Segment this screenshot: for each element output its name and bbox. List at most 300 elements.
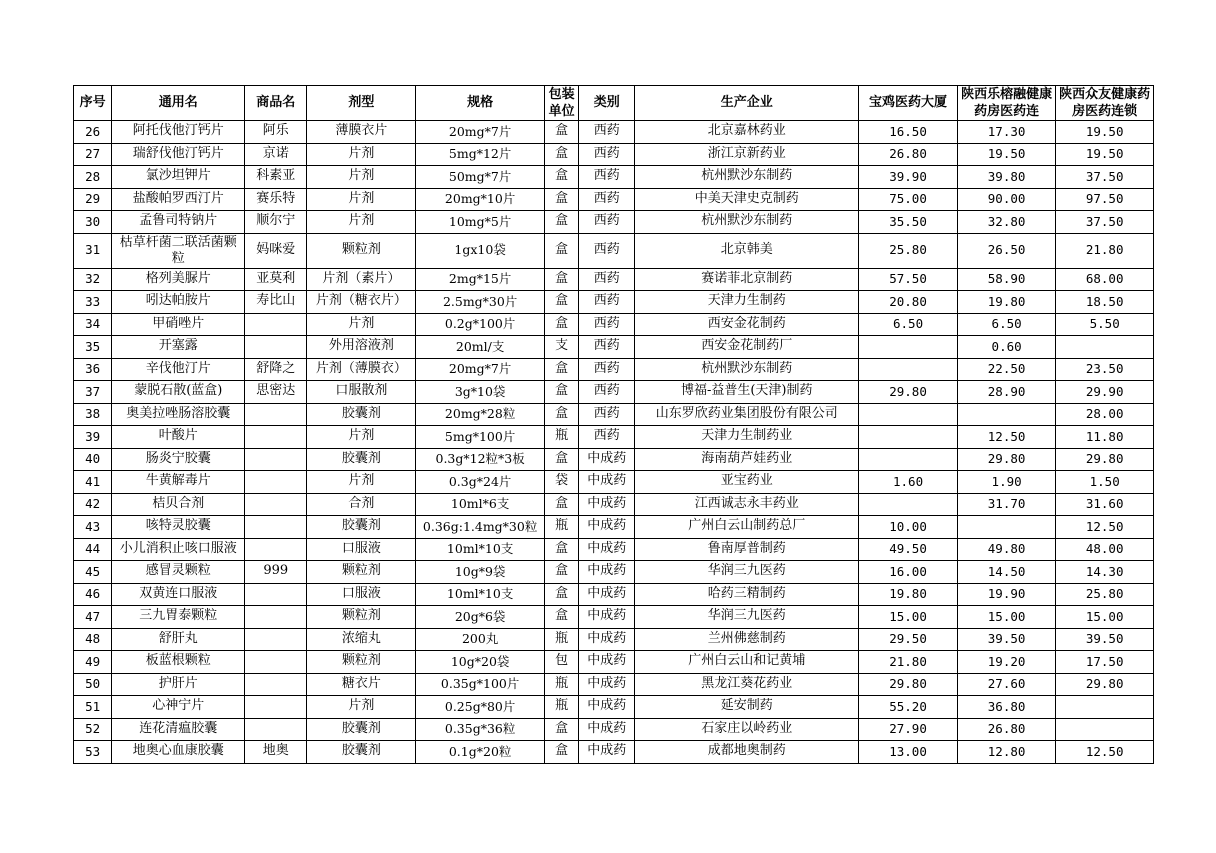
cell-trade-name <box>245 471 307 494</box>
cell-dosage-form: 片剂 <box>307 188 416 211</box>
cell-spec: 10g*9袋 <box>416 561 545 584</box>
cell-trade-name <box>245 628 307 651</box>
cell-spec: 20mg*10片 <box>416 188 545 211</box>
cell-price-store-c: 29.80 <box>1056 673 1154 696</box>
cell-dosage-form: 颗粒剂 <box>307 606 416 629</box>
cell-price-store-a: 10.00 <box>859 516 958 539</box>
cell-package-unit: 盒 <box>544 313 578 336</box>
cell-generic-name: 吲达帕胺片 <box>112 291 245 314</box>
cell-manufacturer: 天津力生制药业 <box>635 426 859 449</box>
cell-category: 西药 <box>579 268 635 291</box>
cell-generic-name: 甲硝唑片 <box>112 313 245 336</box>
cell-price-store-b: 6.50 <box>957 313 1056 336</box>
cell-price-store-a: 1.60 <box>859 471 958 494</box>
cell-package-unit: 盒 <box>544 741 578 764</box>
cell-trade-name <box>245 606 307 629</box>
cell-manufacturer: 江西诚志永丰药业 <box>635 493 859 516</box>
cell-price-store-b: 12.80 <box>957 741 1056 764</box>
cell-no: 34 <box>74 313 112 336</box>
cell-spec: 10ml*10支 <box>416 538 545 561</box>
cell-no: 51 <box>74 696 112 719</box>
cell-no: 32 <box>74 268 112 291</box>
cell-price-store-a <box>859 493 958 516</box>
cell-spec: 5mg*12片 <box>416 143 545 166</box>
cell-trade-name <box>245 651 307 674</box>
cell-price-store-c: 39.50 <box>1056 628 1154 651</box>
cell-category: 西药 <box>579 403 635 426</box>
cell-generic-name: 奥美拉唑肠溶胶囊 <box>112 403 245 426</box>
cell-price-store-b: 19.50 <box>957 143 1056 166</box>
cell-generic-name: 叶酸片 <box>112 426 245 449</box>
cell-price-store-c: 37.50 <box>1056 166 1154 189</box>
cell-category: 西药 <box>579 233 635 268</box>
cell-generic-name: 小儿消积止咳口服液 <box>112 538 245 561</box>
cell-dosage-form: 口服液 <box>307 538 416 561</box>
cell-price-store-a <box>859 336 958 359</box>
cell-price-store-a: 35.50 <box>859 211 958 234</box>
cell-price-store-c: 97.50 <box>1056 188 1154 211</box>
cell-spec: 0.1g*20粒 <box>416 741 545 764</box>
cell-price-store-b: 19.80 <box>957 291 1056 314</box>
cell-spec: 1gx10袋 <box>416 233 545 268</box>
cell-price-store-c: 31.60 <box>1056 493 1154 516</box>
cell-generic-name: 地奥心血康胶囊 <box>112 741 245 764</box>
cell-generic-name: 感冒灵颗粒 <box>112 561 245 584</box>
cell-manufacturer: 石家庄以岭药业 <box>635 718 859 741</box>
cell-price-store-c: 48.00 <box>1056 538 1154 561</box>
cell-no: 33 <box>74 291 112 314</box>
cell-price-store-c: 68.00 <box>1056 268 1154 291</box>
table-row <box>74 268 1154 291</box>
table-row <box>74 426 1154 449</box>
table-row <box>74 651 1154 674</box>
cell-dosage-form: 胶囊剂 <box>307 403 416 426</box>
cell-category: 西药 <box>579 143 635 166</box>
cell-generic-name: 咳特灵胶囊 <box>112 516 245 539</box>
cell-spec: 0.3g*12粒*3板 <box>416 448 545 471</box>
cell-price-store-c: 18.50 <box>1056 291 1154 314</box>
cell-manufacturer: 广州白云山和记黄埔 <box>635 651 859 674</box>
cell-manufacturer: 山东罗欣药业集团股份有限公司 <box>635 403 859 426</box>
cell-manufacturer: 华润三九医药 <box>635 561 859 584</box>
table-row <box>74 403 1154 426</box>
cell-no: 52 <box>74 718 112 741</box>
table-row <box>74 516 1154 539</box>
table-row <box>74 471 1154 494</box>
cell-price-store-b: 26.50 <box>957 233 1056 268</box>
cell-generic-name: 板蓝根颗粒 <box>112 651 245 674</box>
cell-no: 28 <box>74 166 112 189</box>
cell-manufacturer: 亚宝药业 <box>635 471 859 494</box>
table-row <box>74 448 1154 471</box>
cell-dosage-form: 口服散剂 <box>307 381 416 404</box>
cell-price-store-b: 27.60 <box>957 673 1056 696</box>
header-trade-name: 商品名 <box>245 86 307 121</box>
cell-category: 中成药 <box>579 448 635 471</box>
cell-category: 西药 <box>579 358 635 381</box>
cell-generic-name: 连花清瘟胶囊 <box>112 718 245 741</box>
cell-trade-name <box>245 516 307 539</box>
cell-trade-name: 亚莫利 <box>245 268 307 291</box>
header-store-b: 陕西乐榕融健康药房医药连 <box>957 86 1056 121</box>
cell-price-store-a: 29.80 <box>859 673 958 696</box>
cell-no: 50 <box>74 673 112 696</box>
cell-package-unit: 盒 <box>544 143 578 166</box>
cell-package-unit: 瓶 <box>544 628 578 651</box>
cell-manufacturer: 哈药三精制药 <box>635 583 859 606</box>
cell-dosage-form: 片剂（薄膜衣） <box>307 358 416 381</box>
cell-price-store-a <box>859 403 958 426</box>
cell-trade-name: 赛乐特 <box>245 188 307 211</box>
cell-generic-name: 牛黄解毒片 <box>112 471 245 494</box>
cell-price-store-a: 27.90 <box>859 718 958 741</box>
cell-no: 29 <box>74 188 112 211</box>
cell-category: 中成药 <box>579 606 635 629</box>
cell-price-store-a <box>859 448 958 471</box>
cell-package-unit: 盒 <box>544 268 578 291</box>
cell-price-store-b: 22.50 <box>957 358 1056 381</box>
cell-price-store-c: 23.50 <box>1056 358 1154 381</box>
cell-price-store-a: 15.00 <box>859 606 958 629</box>
cell-trade-name: 京诺 <box>245 143 307 166</box>
cell-manufacturer: 成都地奥制药 <box>635 741 859 764</box>
cell-generic-name: 护肝片 <box>112 673 245 696</box>
cell-trade-name <box>245 426 307 449</box>
cell-generic-name: 双黄连口服液 <box>112 583 245 606</box>
cell-price-store-c <box>1056 336 1154 359</box>
table-row <box>74 233 1154 268</box>
cell-no: 44 <box>74 538 112 561</box>
cell-price-store-c: 19.50 <box>1056 143 1154 166</box>
table-row <box>74 166 1154 189</box>
table-row <box>74 696 1154 719</box>
cell-price-store-b: 0.60 <box>957 336 1056 359</box>
cell-price-store-c: 28.00 <box>1056 403 1154 426</box>
cell-no: 46 <box>74 583 112 606</box>
cell-trade-name <box>245 448 307 471</box>
cell-manufacturer: 鲁南厚普制药 <box>635 538 859 561</box>
cell-dosage-form: 颗粒剂 <box>307 561 416 584</box>
table-header-row <box>74 86 1154 121</box>
cell-dosage-form: 薄膜衣片 <box>307 121 416 144</box>
cell-spec: 10mg*5片 <box>416 211 545 234</box>
table-row <box>74 188 1154 211</box>
cell-dosage-form: 片剂 <box>307 471 416 494</box>
cell-no: 35 <box>74 336 112 359</box>
table-row <box>74 381 1154 404</box>
cell-manufacturer: 浙江京新药业 <box>635 143 859 166</box>
cell-package-unit: 盒 <box>544 606 578 629</box>
cell-no: 38 <box>74 403 112 426</box>
cell-price-store-c: 29.80 <box>1056 448 1154 471</box>
cell-dosage-form: 糖衣片 <box>307 673 416 696</box>
cell-package-unit: 盒 <box>544 403 578 426</box>
cell-category: 中成药 <box>579 628 635 651</box>
cell-spec: 20mg*7片 <box>416 358 545 381</box>
cell-price-store-a: 55.20 <box>859 696 958 719</box>
cell-category: 中成药 <box>579 583 635 606</box>
cell-manufacturer: 海南葫芦娃药业 <box>635 448 859 471</box>
table-row <box>74 313 1154 336</box>
cell-price-store-c: 19.50 <box>1056 121 1154 144</box>
cell-package-unit: 盒 <box>544 493 578 516</box>
cell-package-unit: 包 <box>544 651 578 674</box>
cell-price-store-a: 57.50 <box>859 268 958 291</box>
cell-dosage-form: 口服液 <box>307 583 416 606</box>
cell-price-store-a: 39.90 <box>859 166 958 189</box>
cell-package-unit: 盒 <box>544 233 578 268</box>
cell-spec: 200丸 <box>416 628 545 651</box>
cell-generic-name: 桔贝合剂 <box>112 493 245 516</box>
table-row <box>74 561 1154 584</box>
cell-dosage-form: 片剂 <box>307 143 416 166</box>
cell-trade-name <box>245 336 307 359</box>
cell-price-store-b: 17.30 <box>957 121 1056 144</box>
header-store-c: 陕西众友健康药房医药连锁 <box>1056 86 1154 121</box>
cell-no: 43 <box>74 516 112 539</box>
cell-price-store-b: 36.80 <box>957 696 1056 719</box>
cell-package-unit: 盒 <box>544 121 578 144</box>
cell-spec: 5mg*100片 <box>416 426 545 449</box>
cell-manufacturer: 延安制药 <box>635 696 859 719</box>
table-row <box>74 538 1154 561</box>
table-row <box>74 718 1154 741</box>
table-row <box>74 143 1154 166</box>
cell-spec: 0.36g:1.4mg*30粒 <box>416 516 545 539</box>
cell-generic-name: 阿托伐他汀钙片 <box>112 121 245 144</box>
cell-category: 西药 <box>579 188 635 211</box>
cell-spec: 0.3g*24片 <box>416 471 545 494</box>
header-package-unit: 包装单位 <box>544 86 578 121</box>
cell-price-store-b: 39.50 <box>957 628 1056 651</box>
cell-price-store-b: 90.00 <box>957 188 1056 211</box>
cell-no: 39 <box>74 426 112 449</box>
cell-generic-name: 孟鲁司特钠片 <box>112 211 245 234</box>
cell-manufacturer: 天津力生制药 <box>635 291 859 314</box>
cell-price-store-a: 16.00 <box>859 561 958 584</box>
cell-no: 40 <box>74 448 112 471</box>
cell-trade-name <box>245 313 307 336</box>
cell-dosage-form: 颗粒剂 <box>307 651 416 674</box>
cell-no: 31 <box>74 233 112 268</box>
cell-dosage-form: 片剂 <box>307 313 416 336</box>
table-row <box>74 336 1154 359</box>
cell-category: 中成药 <box>579 651 635 674</box>
cell-trade-name: 顺尔宁 <box>245 211 307 234</box>
cell-price-store-b: 58.90 <box>957 268 1056 291</box>
cell-manufacturer: 黑龙江葵花药业 <box>635 673 859 696</box>
header-spec: 规格 <box>416 86 545 121</box>
cell-manufacturer: 杭州默沙东制药 <box>635 211 859 234</box>
cell-spec: 20g*6袋 <box>416 606 545 629</box>
cell-price-store-a: 20.80 <box>859 291 958 314</box>
cell-price-store-a: 29.50 <box>859 628 958 651</box>
cell-category: 中成药 <box>579 516 635 539</box>
table-row <box>74 291 1154 314</box>
cell-dosage-form: 胶囊剂 <box>307 516 416 539</box>
cell-category: 中成药 <box>579 696 635 719</box>
cell-dosage-form: 片剂（素片） <box>307 268 416 291</box>
cell-dosage-form: 外用溶液剂 <box>307 336 416 359</box>
cell-package-unit: 盒 <box>544 211 578 234</box>
cell-category: 中成药 <box>579 538 635 561</box>
cell-no: 49 <box>74 651 112 674</box>
cell-category: 西药 <box>579 166 635 189</box>
cell-price-store-a: 49.50 <box>859 538 958 561</box>
cell-category: 中成药 <box>579 493 635 516</box>
cell-spec: 2.5mg*30片 <box>416 291 545 314</box>
table-row <box>74 583 1154 606</box>
cell-spec: 10ml*6支 <box>416 493 545 516</box>
cell-generic-name: 瑞舒伐他汀钙片 <box>112 143 245 166</box>
cell-spec: 3g*10袋 <box>416 381 545 404</box>
cell-price-store-c: 29.90 <box>1056 381 1154 404</box>
cell-dosage-form: 片剂 <box>307 426 416 449</box>
cell-dosage-form: 浓缩丸 <box>307 628 416 651</box>
cell-package-unit: 盒 <box>544 166 578 189</box>
cell-package-unit: 瓶 <box>544 673 578 696</box>
cell-trade-name <box>245 673 307 696</box>
cell-manufacturer: 西安金花制药厂 <box>635 336 859 359</box>
cell-price-store-a: 13.00 <box>859 741 958 764</box>
cell-package-unit: 瓶 <box>544 426 578 449</box>
cell-category: 中成药 <box>579 718 635 741</box>
cell-trade-name <box>245 538 307 561</box>
cell-price-store-c <box>1056 696 1154 719</box>
cell-manufacturer: 广州白云山制药总厂 <box>635 516 859 539</box>
header-dosage-form: 剂型 <box>307 86 416 121</box>
cell-dosage-form: 片剂 <box>307 211 416 234</box>
table-row <box>74 606 1154 629</box>
cell-generic-name: 氯沙坦钾片 <box>112 166 245 189</box>
cell-no: 26 <box>74 121 112 144</box>
cell-price-store-b: 39.80 <box>957 166 1056 189</box>
cell-spec: 0.35g*100片 <box>416 673 545 696</box>
cell-price-store-c: 17.50 <box>1056 651 1154 674</box>
table-row <box>74 121 1154 144</box>
table-row <box>74 741 1154 764</box>
cell-no: 36 <box>74 358 112 381</box>
cell-price-store-a <box>859 426 958 449</box>
cell-price-store-b: 12.50 <box>957 426 1056 449</box>
cell-spec: 2mg*15片 <box>416 268 545 291</box>
cell-trade-name: 科素亚 <box>245 166 307 189</box>
cell-manufacturer: 兰州佛慈制药 <box>635 628 859 651</box>
cell-trade-name: 地奥 <box>245 741 307 764</box>
header-category: 类别 <box>579 86 635 121</box>
table-row <box>74 673 1154 696</box>
header-manufacturer: 生产企业 <box>635 86 859 121</box>
cell-package-unit: 盒 <box>544 718 578 741</box>
table-row <box>74 493 1154 516</box>
cell-dosage-form: 合剂 <box>307 493 416 516</box>
cell-price-store-c: 12.50 <box>1056 516 1154 539</box>
cell-manufacturer: 杭州默沙东制药 <box>635 166 859 189</box>
cell-category: 西药 <box>579 313 635 336</box>
cell-package-unit: 盒 <box>544 538 578 561</box>
cell-dosage-form: 片剂 <box>307 166 416 189</box>
cell-no: 48 <box>74 628 112 651</box>
cell-price-store-a: 29.80 <box>859 381 958 404</box>
table-row <box>74 628 1154 651</box>
cell-spec: 50mg*7片 <box>416 166 545 189</box>
cell-package-unit: 支 <box>544 336 578 359</box>
cell-generic-name: 格列美脲片 <box>112 268 245 291</box>
cell-price-store-b <box>957 516 1056 539</box>
cell-price-store-b: 28.90 <box>957 381 1056 404</box>
cell-category: 西药 <box>579 426 635 449</box>
cell-trade-name <box>245 583 307 606</box>
cell-manufacturer: 中美天津史克制药 <box>635 188 859 211</box>
table-body <box>74 121 1154 764</box>
cell-price-store-b: 1.90 <box>957 471 1056 494</box>
cell-price-store-b: 19.20 <box>957 651 1056 674</box>
cell-dosage-form: 片剂（糖衣片） <box>307 291 416 314</box>
cell-spec: 0.25g*80片 <box>416 696 545 719</box>
cell-price-store-b: 29.80 <box>957 448 1056 471</box>
cell-price-store-a: 21.80 <box>859 651 958 674</box>
cell-price-store-c: 15.00 <box>1056 606 1154 629</box>
header-store-a: 宝鸡医药大厦 <box>859 86 958 121</box>
cell-price-store-b: 49.80 <box>957 538 1056 561</box>
cell-category: 西药 <box>579 336 635 359</box>
cell-trade-name: 阿乐 <box>245 121 307 144</box>
cell-package-unit: 盒 <box>544 358 578 381</box>
cell-generic-name: 蒙脱石散(蓝盒) <box>112 381 245 404</box>
cell-price-store-a: 25.80 <box>859 233 958 268</box>
cell-generic-name: 舒肝丸 <box>112 628 245 651</box>
header-no: 序号 <box>74 86 112 121</box>
cell-manufacturer: 杭州默沙东制药 <box>635 358 859 381</box>
cell-category: 中成药 <box>579 561 635 584</box>
cell-trade-name <box>245 718 307 741</box>
cell-manufacturer: 西安金花制药 <box>635 313 859 336</box>
cell-package-unit: 盒 <box>544 561 578 584</box>
cell-price-store-b: 32.80 <box>957 211 1056 234</box>
cell-dosage-form: 胶囊剂 <box>307 741 416 764</box>
cell-price-store-c: 1.50 <box>1056 471 1154 494</box>
cell-spec: 10g*20袋 <box>416 651 545 674</box>
cell-manufacturer: 北京嘉林药业 <box>635 121 859 144</box>
cell-trade-name <box>245 403 307 426</box>
cell-spec: 20mg*7片 <box>416 121 545 144</box>
cell-manufacturer: 北京韩美 <box>635 233 859 268</box>
cell-generic-name: 盐酸帕罗西汀片 <box>112 188 245 211</box>
table-row <box>74 358 1154 381</box>
cell-price-store-b: 14.50 <box>957 561 1056 584</box>
cell-spec: 20mg*28粒 <box>416 403 545 426</box>
cell-dosage-form: 胶囊剂 <box>307 448 416 471</box>
cell-price-store-c: 5.50 <box>1056 313 1154 336</box>
cell-price-store-b <box>957 403 1056 426</box>
cell-trade-name: 妈咪爱 <box>245 233 307 268</box>
cell-trade-name: 舒降之 <box>245 358 307 381</box>
cell-no: 27 <box>74 143 112 166</box>
cell-category: 中成药 <box>579 741 635 764</box>
cell-generic-name: 三九胃泰颗粒 <box>112 606 245 629</box>
cell-category: 西药 <box>579 291 635 314</box>
cell-price-store-b: 31.70 <box>957 493 1056 516</box>
cell-price-store-a: 26.80 <box>859 143 958 166</box>
cell-no: 53 <box>74 741 112 764</box>
cell-price-store-a <box>859 358 958 381</box>
cell-category: 西药 <box>579 381 635 404</box>
cell-price-store-a: 6.50 <box>859 313 958 336</box>
cell-price-store-c: 14.30 <box>1056 561 1154 584</box>
cell-trade-name: 寿比山 <box>245 291 307 314</box>
cell-package-unit: 盒 <box>544 448 578 471</box>
cell-category: 西药 <box>579 121 635 144</box>
